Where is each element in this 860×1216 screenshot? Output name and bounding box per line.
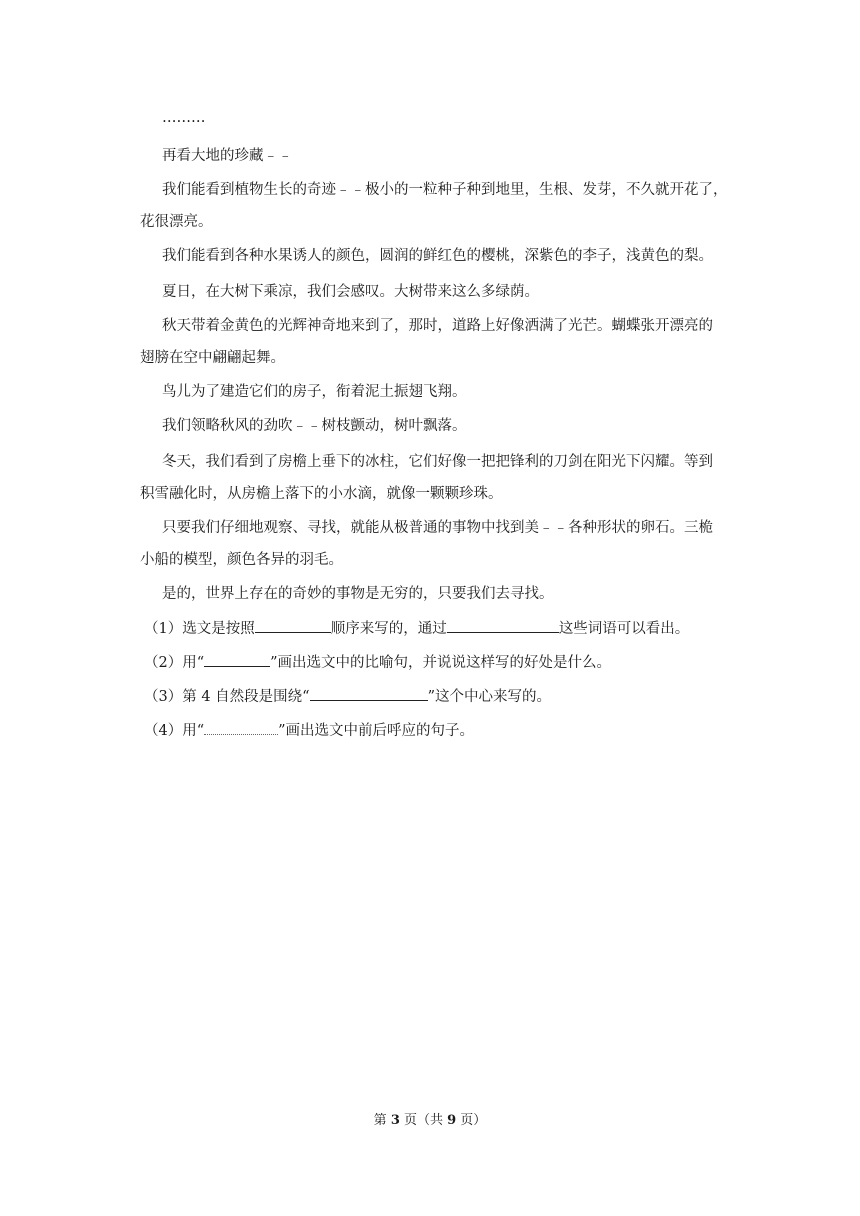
question-1-blank-2[interactable] [447,618,559,633]
paragraph-1: 再看大地的珍藏﹣﹣ [162,148,293,164]
question-1-blank-1[interactable] [255,618,331,633]
question-4 [144,720,474,741]
question-2-text-a: （2）用“ [144,655,205,671]
question-1-text-b: 顺序来写的，通过 [330,621,447,637]
page-footer [0,1112,860,1130]
question-3-text-b: ”这个中心来写的。 [427,689,552,705]
question-1 [144,618,689,639]
paragraph-8-line-1: 冬天，我们看到了房檐上垂下的冰柱，它们好像一把把锋利的刀剑在阳光下闪耀。等到 [162,454,713,470]
paragraph-9-line-2: 小船的模型，颜色各异的羽毛。 [140,552,343,568]
ellipsis-line: ……… [162,110,206,126]
paragraph-5-line-1: 秋天带着金黄色的光辉神奇地来到了，那时，道路上好像洒满了光芒。蝴蝶张开漂亮的 [162,318,713,334]
question-2-text-b: ”画出选文中的比喻句，并说说这样写的好处是什么。 [270,655,612,671]
footer-page-number: 3 [390,1113,400,1128]
paragraph-8-line-2: 积雪融化时，从房檐上落下的小水滴，就像一颗颗珍珠。 [140,486,503,502]
question-4-text-b: ”画出选文中前后呼应的句子。 [278,723,475,739]
paragraph-4: 夏日，在大树下乘凉，我们会感叹。大树带来这么多绿荫。 [162,284,539,300]
question-3-text-a: （3）第 4 自然段是围绕“ [144,689,310,705]
question-4-wavy-line-sample [204,720,278,735]
paragraph-2-line-1: 我们能看到植物生长的奇迹﹣﹣极小的一粒种子种到地里，生根、发芽，不久就开花了， [162,182,728,198]
paragraph-3: 我们能看到各种水果诱人的颜色，圆润的鲜红色的樱桃，深紫色的李子，浅黄色的梨。 [162,248,713,264]
question-1-text-c: 这些词语可以看出。 [558,621,690,637]
paragraph-9-line-1: 只要我们仔细地观察、寻找，就能从极普通的事物中找到美﹣﹣各种形状的卵石。三桅 [162,520,713,536]
question-4-text-a: （4）用“ [144,723,205,739]
question-3 [144,686,551,707]
question-1-text-a: （1）选文是按照 [144,621,255,637]
paragraph-2-line-2: 花很漂亮。 [140,214,213,230]
paragraph-6: 鸟儿为了建造它们的房子，衔着泥土振翅飞翔。 [162,384,467,400]
footer-middle: 页（共 [399,1113,448,1128]
question-3-blank[interactable] [310,686,428,701]
footer-suffix: 页） [456,1113,487,1128]
footer-total-pages: 9 [447,1113,457,1128]
paragraph-5-line-2: 翅膀在空中翩翩起舞。 [140,350,285,366]
footer-prefix: 第 [373,1113,391,1128]
paragraph-7: 我们领略秋风的劲吹﹣﹣树枝颤动，树叶飘落。 [162,418,467,434]
question-2 [144,652,611,673]
question-2-line-sample [204,652,270,667]
paragraph-10: 是的，世界上存在的奇妙的事物是无穷的，只要我们去寻找。 [162,586,554,602]
